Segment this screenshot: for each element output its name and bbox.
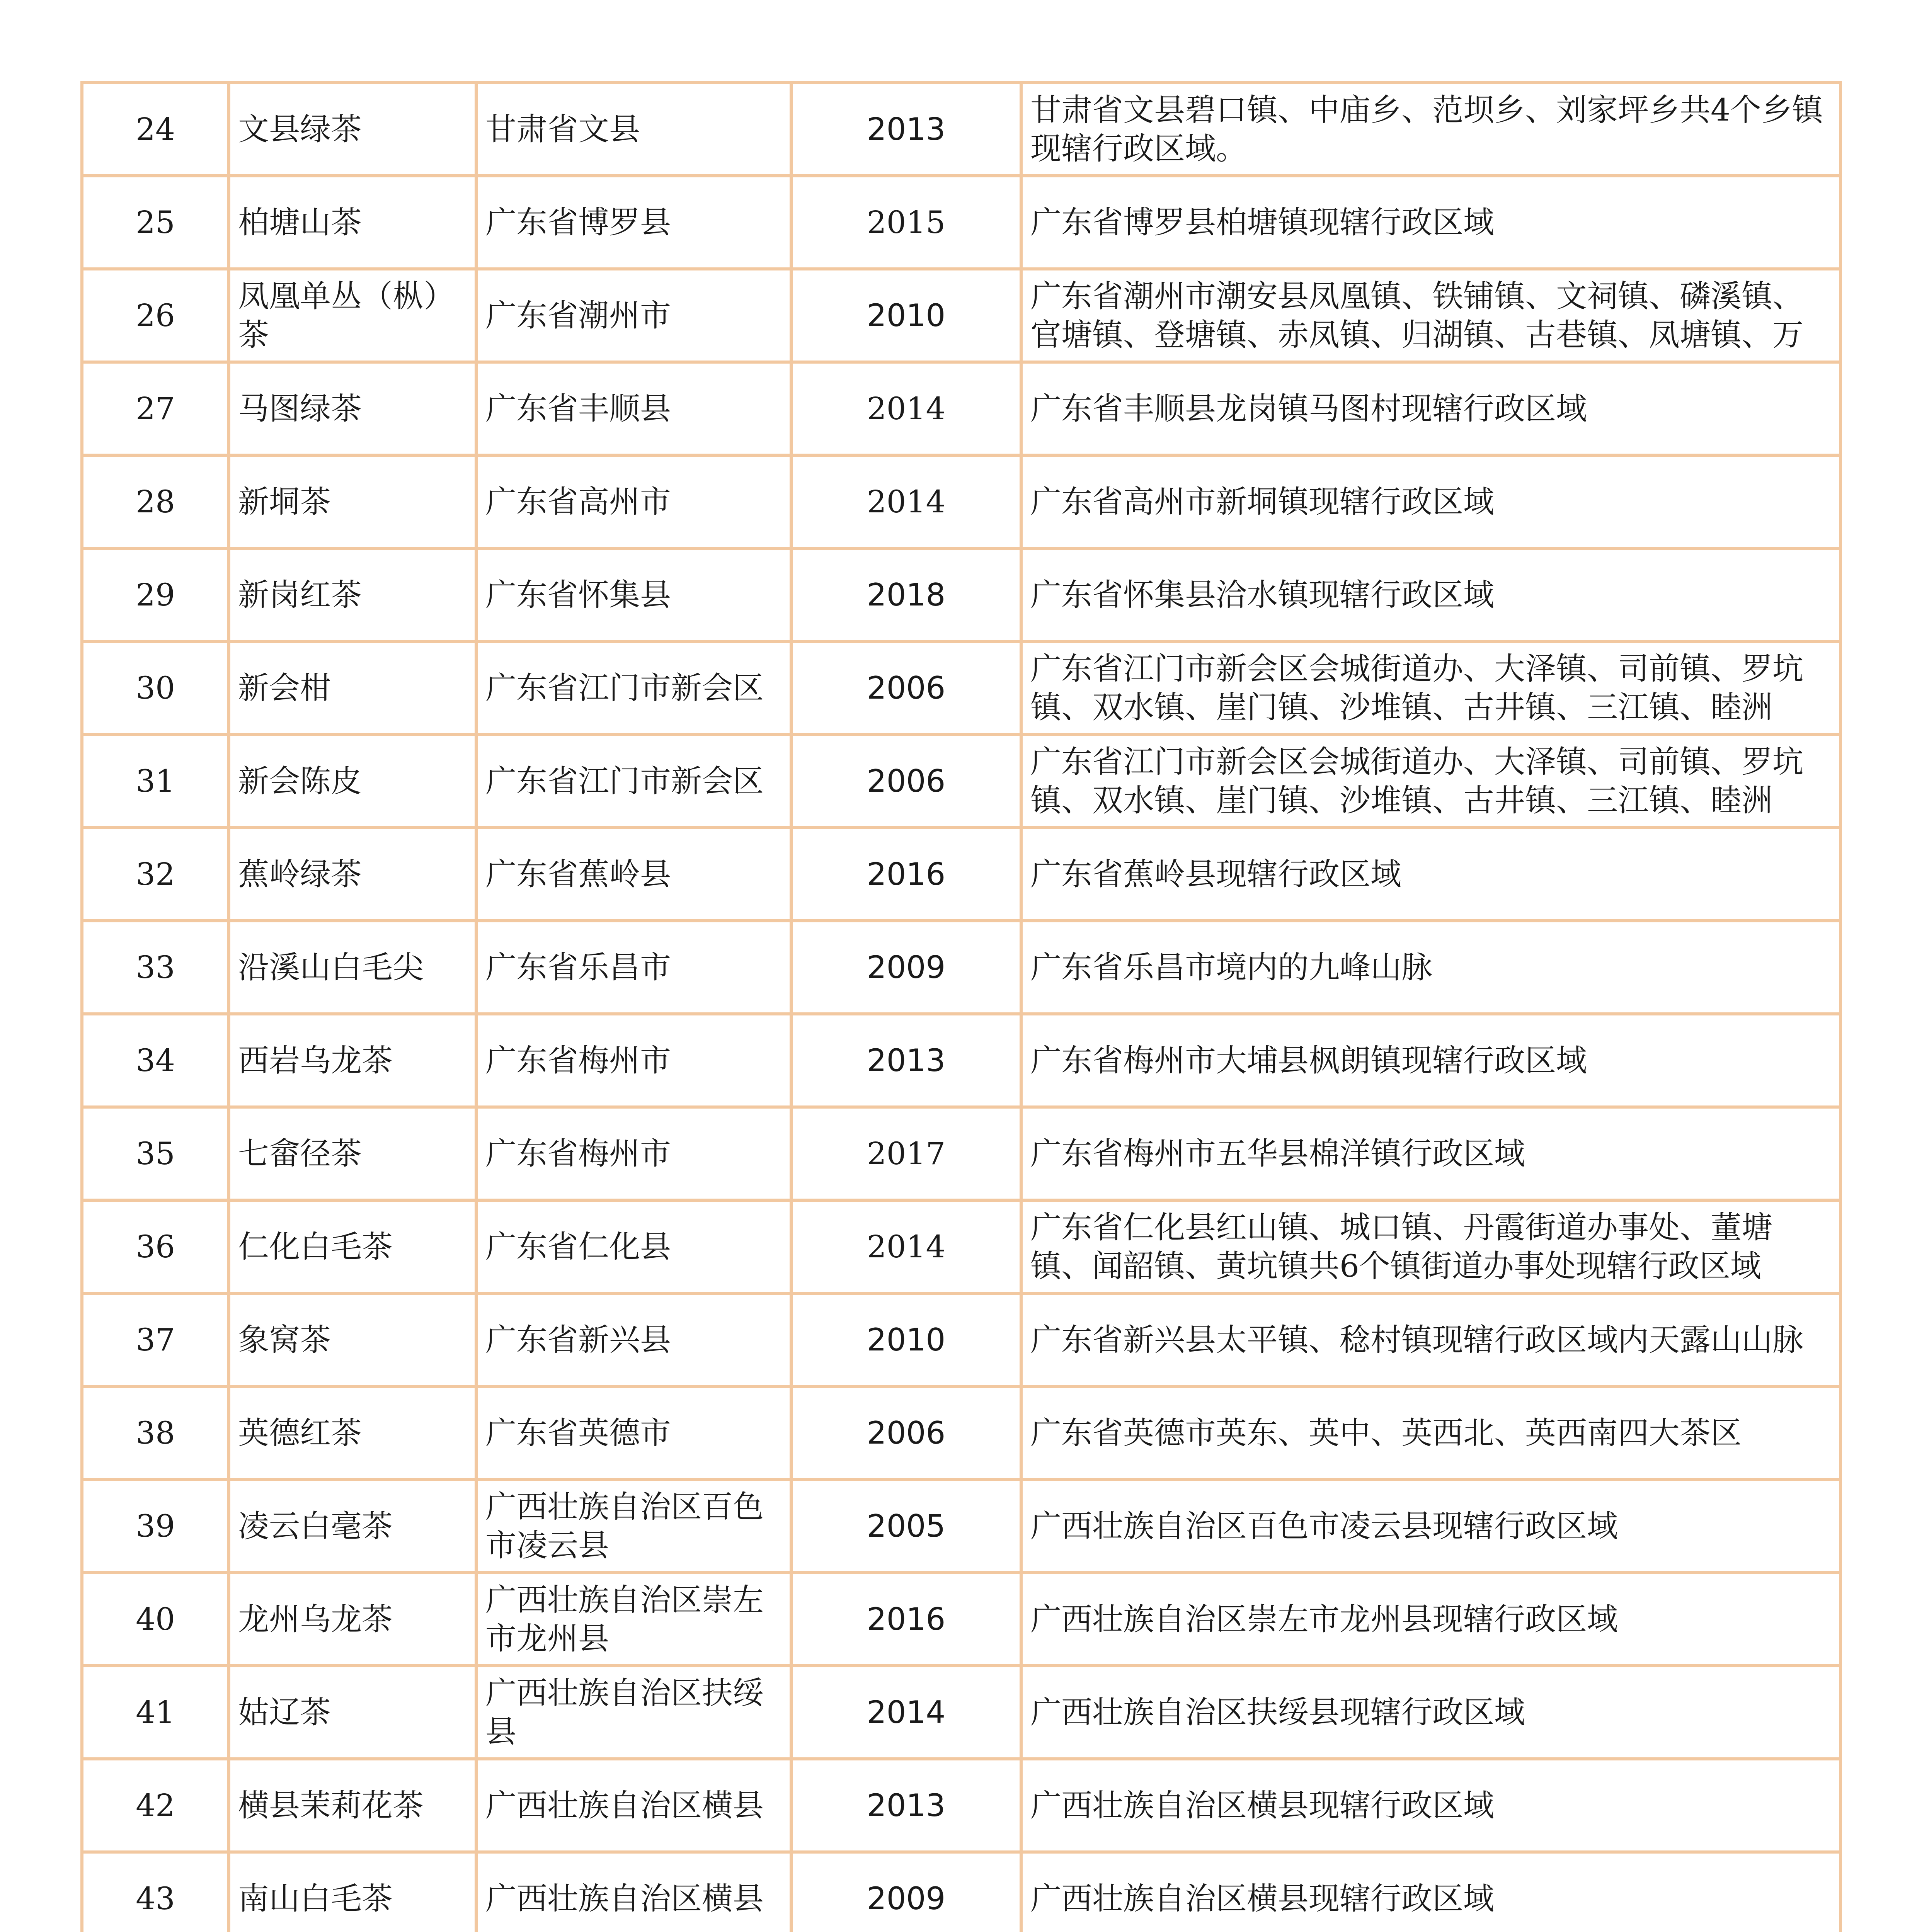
cell-product-name-text: 凌云白毫茶: [238, 1508, 393, 1544]
cell-product-name: [229, 269, 476, 362]
cell-scope-text: 广西壮族自治区扶绥县现辖行政区域: [1030, 1694, 1525, 1730]
cell-product-name: [229, 828, 476, 921]
cell-year: [791, 1014, 1021, 1107]
cell-place: [476, 455, 791, 548]
cell-year: [791, 269, 1021, 362]
cell-place: [476, 1200, 791, 1293]
cell-place: [476, 548, 791, 641]
cell-number: [82, 1107, 229, 1200]
cell-product-name: [229, 1014, 476, 1107]
cell-scope: [1021, 921, 1840, 1014]
cell-place-text: 广东省仁化县: [485, 1228, 671, 1265]
cell-number: [82, 921, 229, 1014]
cell-number-text: 30: [136, 670, 175, 706]
cell-number: [82, 548, 229, 641]
cell-year: [791, 1573, 1021, 1666]
cell-number: [82, 1293, 229, 1386]
cell-year-text: 2014: [867, 1694, 946, 1730]
cell-year: [791, 921, 1021, 1014]
cell-year-text: 2005: [867, 1508, 946, 1544]
cell-year-text: 2013: [867, 1042, 946, 1078]
cell-scope-text: 广西壮族自治区横县现辖行政区域: [1030, 1787, 1494, 1823]
cell-year: [791, 548, 1021, 641]
cell-number: [82, 735, 229, 828]
cell-number-text: 32: [136, 856, 175, 892]
cell-place: [476, 176, 791, 269]
cell-place-text: 广西壮族自治区崇左市龙州县: [485, 1582, 764, 1656]
cell-year-text: 2010: [867, 1321, 946, 1358]
cell-scope-text: 广东省江门市新会区会城街道办、大泽镇、司前镇、罗坑镇、双水镇、崖门镇、沙堆镇、古井镇、三江镇、睦洲: [1030, 650, 1803, 725]
table-row: [82, 362, 1840, 455]
table-row: [82, 1200, 1840, 1293]
table-row: [82, 641, 1840, 735]
cell-number-text: 37: [136, 1321, 175, 1358]
cell-year-text: 2014: [867, 483, 946, 520]
cell-year: [791, 1480, 1021, 1573]
cell-year: [791, 641, 1021, 735]
cell-place: [476, 1759, 791, 1852]
cell-place-text: 广西壮族自治区扶绥县: [485, 1675, 764, 1750]
cell-scope-text: 广东省高州市新垌镇现辖行政区域: [1030, 483, 1494, 520]
cell-number-text: 36: [136, 1228, 175, 1265]
cell-place: [476, 1386, 791, 1480]
table-row: [82, 1386, 1840, 1480]
cell-product-name: [229, 1386, 476, 1480]
cell-place-text: 广东省丰顺县: [485, 390, 671, 427]
cell-scope: [1021, 1666, 1840, 1759]
cell-scope-text: 广东省梅州市五华县棉洋镇行政区域: [1030, 1135, 1525, 1172]
table-row: [82, 1480, 1840, 1573]
cell-place: [476, 641, 791, 735]
table-row: [82, 735, 1840, 828]
cell-year-text: 2006: [867, 1415, 946, 1451]
cell-product-name: [229, 1293, 476, 1386]
cell-year-text: 2006: [867, 763, 946, 799]
cell-place-text: 广东省蕉岭县: [485, 856, 671, 892]
cell-place-text: 广东省梅州市: [485, 1042, 671, 1078]
cell-year-text: 2017: [867, 1135, 946, 1172]
cell-scope: [1021, 548, 1840, 641]
cell-number-text: 26: [136, 297, 175, 333]
cell-number-text: 25: [136, 204, 175, 240]
cell-scope-text: 广东省丰顺县龙岗镇马图村现辖行政区域: [1030, 390, 1587, 427]
cell-product-name-text: 横县茉莉花茶: [238, 1787, 424, 1823]
cell-number: [82, 1666, 229, 1759]
cell-place: [476, 828, 791, 921]
cell-year: [791, 735, 1021, 828]
cell-scope-text: 广西壮族自治区百色市凌云县现辖行政区域: [1030, 1508, 1618, 1544]
cell-product-name-text: 马图绿茶: [238, 390, 362, 427]
cell-year-text: 2009: [867, 1880, 946, 1917]
cell-product-name: [229, 735, 476, 828]
cell-place-text: 广西壮族自治区横县: [485, 1787, 764, 1823]
cell-scope: [1021, 269, 1840, 362]
cell-place-text: 广东省潮州市: [485, 297, 671, 333]
cell-scope: [1021, 455, 1840, 548]
cell-number: [82, 1759, 229, 1852]
cell-product-name: [229, 1759, 476, 1852]
cell-product-name-text: 沿溪山白毛尖: [238, 949, 424, 985]
cell-place-text: 广东省江门市新会区: [485, 670, 764, 706]
table-row: [82, 1666, 1840, 1759]
cell-place-text: 广东省乐昌市: [485, 949, 671, 985]
cell-product-name: [229, 1480, 476, 1573]
cell-scope: [1021, 1107, 1840, 1200]
cell-scope-text: 甘肃省文县碧口镇、中庙乡、范坝乡、刘家坪乡共4个乡镇现辖行政区域。: [1030, 92, 1823, 167]
cell-scope-text: 广西壮族自治区崇左市龙州县现辖行政区域: [1030, 1601, 1618, 1637]
cell-scope-text: 广东省博罗县柏塘镇现辖行政区域: [1030, 204, 1494, 240]
cell-number: [82, 1480, 229, 1573]
cell-scope: [1021, 735, 1840, 828]
cell-product-name-text: 龙州乌龙茶: [238, 1601, 393, 1637]
cell-place: [476, 83, 791, 176]
cell-number: [82, 455, 229, 548]
table-row: [82, 455, 1840, 548]
cell-place-text: 广东省英德市: [485, 1415, 671, 1451]
cell-year-text: 2015: [867, 204, 946, 240]
cell-year: [791, 362, 1021, 455]
cell-product-name: [229, 362, 476, 455]
cell-number-text: 39: [136, 1508, 175, 1544]
cell-place: [476, 1014, 791, 1107]
cell-year: [791, 1107, 1021, 1200]
table-row: [82, 548, 1840, 641]
cell-product-name-text: 英德红茶: [238, 1415, 362, 1451]
cell-product-name-text: 凤凰单丛（枞）茶: [238, 278, 455, 353]
cell-place: [476, 1573, 791, 1666]
cell-scope-text: 广东省怀集县洽水镇现辖行政区域: [1030, 577, 1494, 613]
cell-product-name: [229, 1573, 476, 1666]
cell-place: [476, 1293, 791, 1386]
cell-product-name-text: 姑辽茶: [238, 1694, 331, 1730]
cell-product-name-text: 新垌茶: [238, 483, 331, 520]
cell-number: [82, 641, 229, 735]
cell-year: [791, 1293, 1021, 1386]
cell-scope-text: 广东省乐昌市境内的九峰山脉: [1030, 949, 1432, 985]
cell-year-text: 2013: [867, 111, 946, 147]
cell-product-name-text: 蕉岭绿茶: [238, 856, 362, 892]
cell-number-text: 38: [136, 1415, 175, 1451]
cell-scope-text: 广东省仁化县红山镇、城口镇、丹霞街道办事处、董塘镇、闻韶镇、黄坑镇共6个镇街道办事处现辖行政区域: [1030, 1209, 1772, 1284]
cell-number: [82, 1573, 229, 1666]
cell-year-text: 2009: [867, 949, 946, 985]
cell-scope: [1021, 1200, 1840, 1293]
cell-product-name: [229, 1200, 476, 1293]
cell-scope: [1021, 1759, 1840, 1852]
cell-number-text: 31: [136, 763, 175, 799]
cell-place-text: 广西壮族自治区百色市凌云县: [485, 1488, 764, 1563]
cell-year-text: 2014: [867, 390, 946, 427]
cell-scope-text: 广东省江门市新会区会城街道办、大泽镇、司前镇、罗坑镇、双水镇、崖门镇、沙堆镇、古井镇、三江镇、睦洲: [1030, 743, 1803, 818]
cell-place: [476, 269, 791, 362]
cell-scope: [1021, 1386, 1840, 1480]
cell-product-name-text: 新岗红茶: [238, 577, 362, 613]
table-row: [82, 83, 1840, 176]
cell-year: [791, 176, 1021, 269]
cell-scope: [1021, 1480, 1840, 1573]
cell-product-name-text: 新会柑: [238, 670, 331, 706]
cell-number-text: 28: [136, 483, 175, 520]
cell-number: [82, 362, 229, 455]
cell-scope-text: 广东省梅州市大埔县枫朗镇现辖行政区域: [1030, 1042, 1587, 1078]
table-row: [82, 176, 1840, 269]
cell-number: [82, 1386, 229, 1480]
cell-scope: [1021, 1293, 1840, 1386]
cell-product-name-text: 七畲径茶: [238, 1135, 362, 1172]
cell-year-text: 2016: [867, 856, 946, 892]
cell-year: [791, 1852, 1021, 1932]
table-row: [82, 1014, 1840, 1107]
cell-year: [791, 828, 1021, 921]
cell-year: [791, 1386, 1021, 1480]
cell-scope-text: 广东省潮州市潮安县凤凰镇、铁铺镇、文祠镇、磷溪镇、官塘镇、登塘镇、赤凤镇、归湖镇、古巷镇、凤塘镇、万: [1030, 278, 1803, 353]
cell-product-name: [229, 176, 476, 269]
cell-number: [82, 1014, 229, 1107]
cell-year: [791, 83, 1021, 176]
cell-place-text: 甘肃省文县: [485, 111, 640, 147]
cell-scope-text: 广东省蕉岭县现辖行政区域: [1030, 856, 1401, 892]
cell-number-text: 24: [136, 111, 175, 147]
cell-scope: [1021, 1852, 1840, 1932]
cell-product-name: [229, 83, 476, 176]
cell-number: [82, 1200, 229, 1293]
cell-year: [791, 1759, 1021, 1852]
cell-number-text: 27: [136, 390, 175, 427]
cell-scope-text: 广东省新兴县太平镇、稔村镇现辖行政区域内天露山山脉: [1030, 1321, 1803, 1358]
table-row: [82, 1759, 1840, 1852]
cell-product-name-text: 文县绿茶: [238, 111, 362, 147]
cell-year-text: 2010: [867, 297, 946, 333]
cell-place: [476, 362, 791, 455]
cell-product-name-text: 西岩乌龙茶: [238, 1042, 393, 1078]
cell-product-name: [229, 1852, 476, 1932]
cell-scope: [1021, 362, 1840, 455]
cell-place-text: 广东省怀集县: [485, 577, 671, 613]
cell-place-text: 广东省江门市新会区: [485, 763, 764, 799]
table-row: [82, 921, 1840, 1014]
cell-product-name-text: 南山白毛茶: [238, 1880, 393, 1917]
cell-number: [82, 1852, 229, 1932]
cell-year-text: 2014: [867, 1228, 946, 1265]
cell-year-text: 2006: [867, 670, 946, 706]
cell-place: [476, 735, 791, 828]
cell-place-text: 广西壮族自治区横县: [485, 1880, 764, 1917]
cell-scope: [1021, 83, 1840, 176]
table-row: [82, 1852, 1840, 1932]
cell-product-name-text: 新会陈皮: [238, 763, 362, 799]
tea-origin-table: [80, 81, 1842, 1932]
cell-scope: [1021, 1014, 1840, 1107]
cell-product-name: [229, 1107, 476, 1200]
cell-number: [82, 828, 229, 921]
cell-scope-text: 广西壮族自治区横县现辖行政区域: [1030, 1880, 1494, 1917]
cell-product-name-text: 仁化白毛茶: [238, 1228, 393, 1265]
cell-scope: [1021, 641, 1840, 735]
cell-product-name: [229, 921, 476, 1014]
cell-scope-text: 广东省英德市英东、英中、英西北、英西南四大茶区: [1030, 1415, 1742, 1451]
cell-scope: [1021, 828, 1840, 921]
cell-number-text: 29: [136, 577, 175, 613]
cell-scope: [1021, 1573, 1840, 1666]
cell-place: [476, 1480, 791, 1573]
cell-scope: [1021, 176, 1840, 269]
table-row: [82, 269, 1840, 362]
cell-year: [791, 1666, 1021, 1759]
cell-place: [476, 921, 791, 1014]
cell-number: [82, 269, 229, 362]
table-row: [82, 1573, 1840, 1666]
cell-number-text: 42: [136, 1787, 175, 1823]
cell-year-text: 2016: [867, 1601, 946, 1637]
cell-year: [791, 455, 1021, 548]
cell-place: [476, 1107, 791, 1200]
cell-place: [476, 1666, 791, 1759]
cell-number-text: 35: [136, 1135, 175, 1172]
cell-place-text: 广东省新兴县: [485, 1321, 671, 1358]
cell-product-name-text: 象窝茶: [238, 1321, 331, 1358]
cell-year-text: 2018: [867, 577, 946, 613]
table-row: [82, 1293, 1840, 1386]
cell-number: [82, 176, 229, 269]
cell-year-text: 2013: [867, 1787, 946, 1823]
cell-number-text: 43: [136, 1880, 175, 1917]
cell-place-text: 广东省梅州市: [485, 1135, 671, 1172]
cell-product-name-text: 柏塘山茶: [238, 204, 362, 240]
cell-product-name: [229, 1666, 476, 1759]
cell-number-text: 34: [136, 1042, 175, 1078]
table-row: [82, 828, 1840, 921]
cell-product-name: [229, 455, 476, 548]
cell-number-text: 33: [136, 949, 175, 985]
cell-year: [791, 1200, 1021, 1293]
cell-product-name: [229, 548, 476, 641]
cell-place-text: 广东省高州市: [485, 483, 671, 520]
table-body: [82, 83, 1840, 1932]
cell-number: [82, 83, 229, 176]
cell-number-text: 41: [136, 1694, 175, 1730]
cell-number-text: 40: [136, 1601, 175, 1637]
table-row: [82, 1107, 1840, 1200]
cell-place-text: 广东省博罗县: [485, 204, 671, 240]
cell-place: [476, 1852, 791, 1932]
cell-product-name: [229, 641, 476, 735]
